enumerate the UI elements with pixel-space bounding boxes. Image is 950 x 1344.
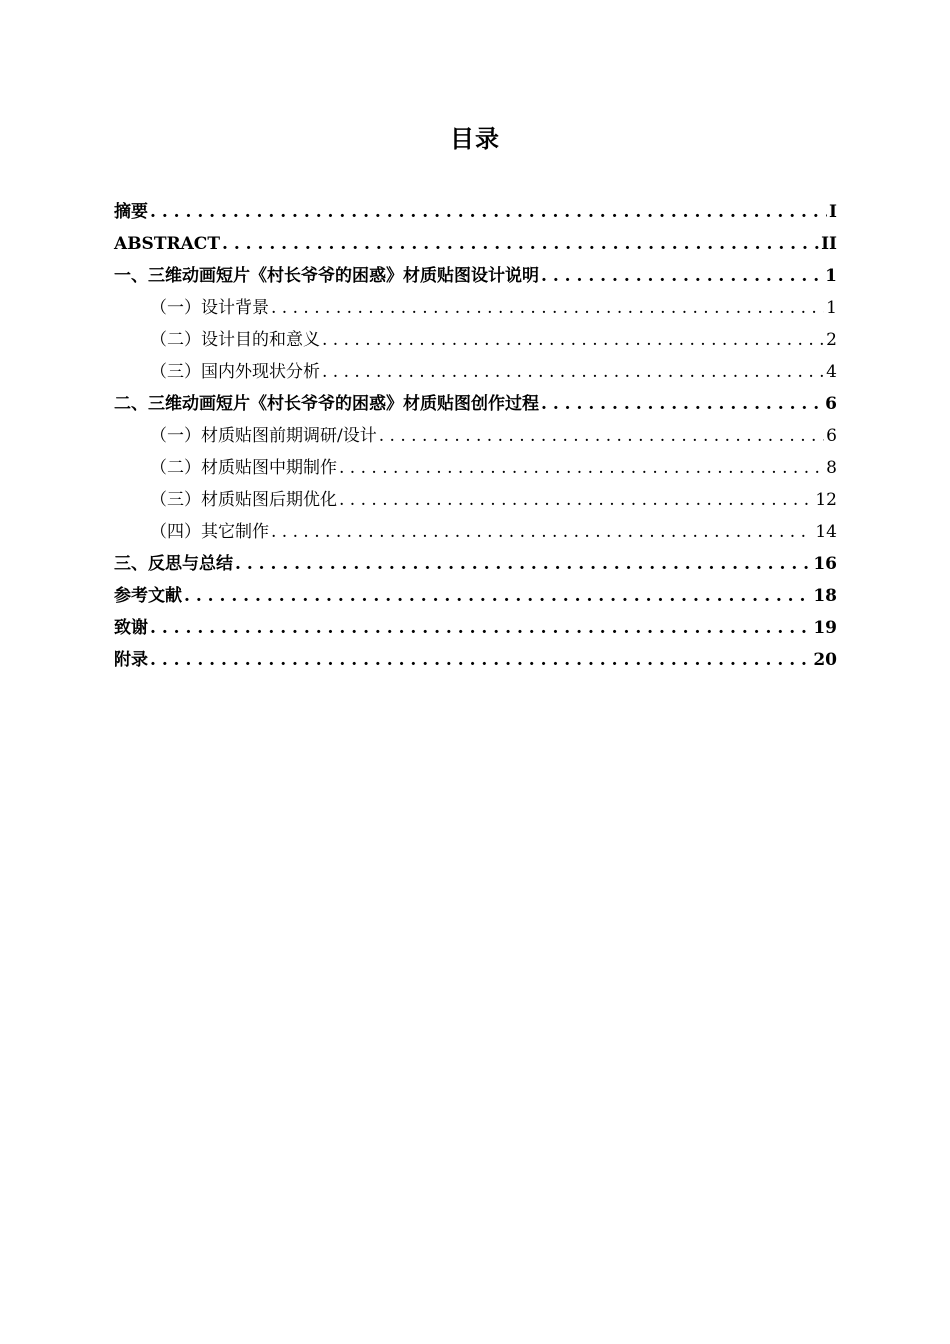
toc-entry-label: 参考文献 xyxy=(114,586,182,606)
toc-entry[interactable] xyxy=(114,324,837,356)
toc-entry-page: 8 xyxy=(826,458,837,478)
toc-dot-leader xyxy=(150,612,811,644)
toc-dot-leader xyxy=(541,388,823,420)
toc-entry-label: 三、反思与总结 xyxy=(114,554,233,574)
toc-dot-leader xyxy=(150,644,811,676)
toc-entry-page: II xyxy=(821,234,837,254)
toc-dot-leader xyxy=(235,548,811,580)
toc-entry-page: 1 xyxy=(826,298,837,318)
toc-entry-label: （三）国内外现状分析 xyxy=(150,362,320,382)
toc-dot-leader xyxy=(339,484,813,516)
toc-entry-page: 19 xyxy=(813,618,837,638)
toc-entry-label: 致谢 xyxy=(114,618,148,638)
toc-entry-label: 附录 xyxy=(114,650,148,670)
toc-entry-page: 20 xyxy=(813,650,837,670)
page-title: 目录 xyxy=(450,125,500,153)
toc-entry[interactable] xyxy=(114,388,837,420)
toc-entry-label: 一、三维动画短片《村长爷爷的困惑》材质贴图设计说明 xyxy=(114,266,539,286)
toc-dot-leader xyxy=(150,196,827,228)
toc-dot-leader xyxy=(184,580,811,612)
toc-entry-label: （二）设计目的和意义 xyxy=(150,330,320,350)
toc-entry-label: （一）设计背景 xyxy=(150,298,269,318)
toc-entry-page: 12 xyxy=(815,490,837,510)
toc-entry-label: ABSTRACT xyxy=(114,234,220,254)
toc-entry-page: 1 xyxy=(825,266,837,286)
toc-dot-leader xyxy=(339,452,824,484)
toc-entry-page: 2 xyxy=(826,330,837,350)
toc-dot-leader xyxy=(271,516,813,548)
toc-dot-leader xyxy=(322,356,824,388)
toc-entry-label: （四）其它制作 xyxy=(150,522,269,542)
toc-entry[interactable] xyxy=(114,260,837,292)
toc-entry[interactable] xyxy=(114,484,837,516)
toc-entry-page: I xyxy=(829,202,837,222)
toc-entry[interactable] xyxy=(114,420,837,452)
toc-entry-page: 6 xyxy=(826,426,837,446)
toc-entry[interactable] xyxy=(114,356,837,388)
toc-entry[interactable] xyxy=(114,228,837,260)
toc-entry[interactable] xyxy=(114,516,837,548)
toc-entry-page: 14 xyxy=(815,522,837,542)
toc-entry[interactable] xyxy=(114,196,837,228)
toc-dot-leader xyxy=(322,324,824,356)
toc-entry-label: 摘要 xyxy=(114,202,148,222)
toc-entry[interactable] xyxy=(114,452,837,484)
toc-entry-label: （一）材质贴图前期调研/设计 xyxy=(150,426,377,446)
toc-entry[interactable] xyxy=(114,644,837,676)
toc-dot-leader xyxy=(271,292,824,324)
toc-dot-leader xyxy=(541,260,823,292)
toc-entry-label: （二）材质贴图中期制作 xyxy=(150,458,337,478)
toc-entry[interactable] xyxy=(114,580,837,612)
toc-dot-leader xyxy=(222,228,819,260)
toc-entry-page: 18 xyxy=(813,586,837,606)
toc-entry[interactable] xyxy=(114,292,837,324)
table-of-contents xyxy=(114,196,837,676)
toc-entry[interactable] xyxy=(114,548,837,580)
toc-entry-label: 二、三维动画短片《村长爷爷的困惑》材质贴图创作过程 xyxy=(114,394,539,414)
toc-entry-page: 16 xyxy=(813,554,837,574)
toc-entry-label: （三）材质贴图后期优化 xyxy=(150,490,337,510)
toc-entry-page: 6 xyxy=(825,394,837,414)
toc-entry[interactable] xyxy=(114,612,837,644)
toc-dot-leader xyxy=(379,420,824,452)
toc-entry-page: 4 xyxy=(826,362,837,382)
